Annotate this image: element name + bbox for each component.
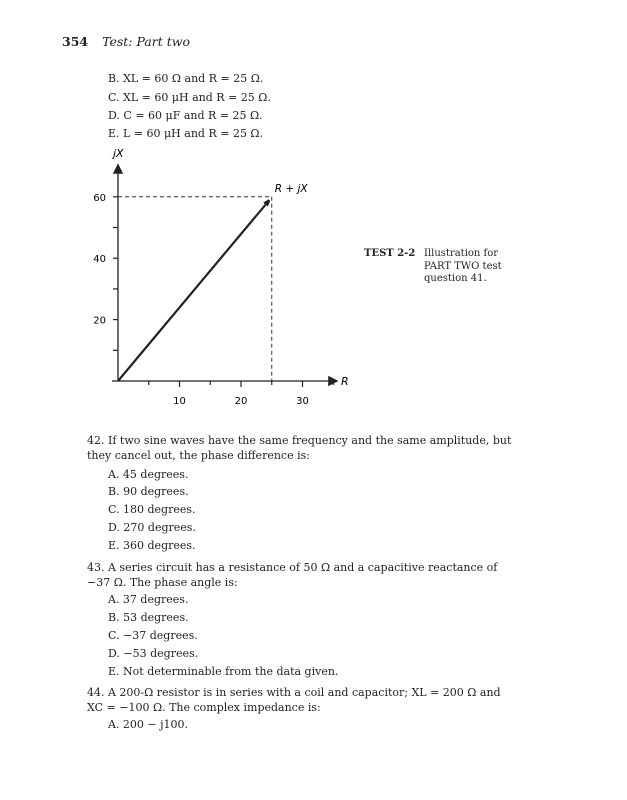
y-axis-label: jX — [113, 147, 124, 160]
q41-option-e: E. L = 60 μH and R = 25 Ω. — [108, 127, 264, 140]
caption-label: TEST 2-2 — [364, 248, 416, 259]
q42-option-b: B. 90 degrees. — [108, 485, 189, 498]
q41-option-d: D. C = 60 μF and R = 25 Ω. — [108, 109, 263, 122]
caption-text: Illustration for PART TWO test question 41. — [424, 248, 502, 284]
q41-option-b: B. XL = 60 Ω and R = 25 Ω. — [108, 72, 264, 85]
q44-stem: 44. A 200-Ω resistor is in series with a coil and capacitor; XL = 200 Ω and XC = −100 Ω. The complex impedance is: — [87, 686, 501, 714]
q44-option-a: A. 200 − j100. — [108, 718, 189, 731]
q43-stem: 43. A series circuit has a resistance of 50 Ω and a capacitive reactance of −37 Ω. The phase angle is: — [87, 561, 498, 589]
q42-stem: 42. If two sine waves have the same frequency and the same amplitude, but they cancel out, the phase difference is: — [87, 434, 512, 462]
q42-option-e: E. 360 degrees. — [108, 539, 196, 552]
q43-option-b: B. 53 degrees. — [108, 611, 189, 624]
x-tick-label: 30 — [296, 396, 309, 407]
q42-option-c: C. 180 degrees. — [108, 503, 196, 516]
running-title: Test: Part two — [102, 34, 190, 49]
y-tick-label: 60 — [93, 192, 106, 204]
y-tick-label: 20 — [93, 315, 106, 327]
q43-option-e: E. Not determinable from the data given. — [108, 665, 339, 678]
impedance-vector — [118, 201, 269, 381]
q41-option-c: C. XL = 60 μH and R = 25 Ω. — [108, 91, 271, 104]
y-tick-label: 40 — [93, 254, 106, 266]
q43-option-d: D. −53 degrees. — [108, 647, 199, 660]
x-tick-label: 20 — [234, 396, 248, 407]
q43-option-c: C. −37 degrees. — [108, 629, 198, 642]
q42-option-a: A. 45 degrees. — [108, 468, 189, 481]
q42-option-d: D. 270 degrees. — [108, 521, 196, 534]
q43-option-a: A. 37 degrees. — [108, 593, 189, 606]
figure-caption — [364, 248, 504, 286]
x-tick-label: 10 — [173, 396, 186, 407]
x-axis-label: R — [341, 375, 349, 388]
page-number: 354 — [62, 34, 89, 49]
vector-label: R + jX — [274, 182, 308, 195]
